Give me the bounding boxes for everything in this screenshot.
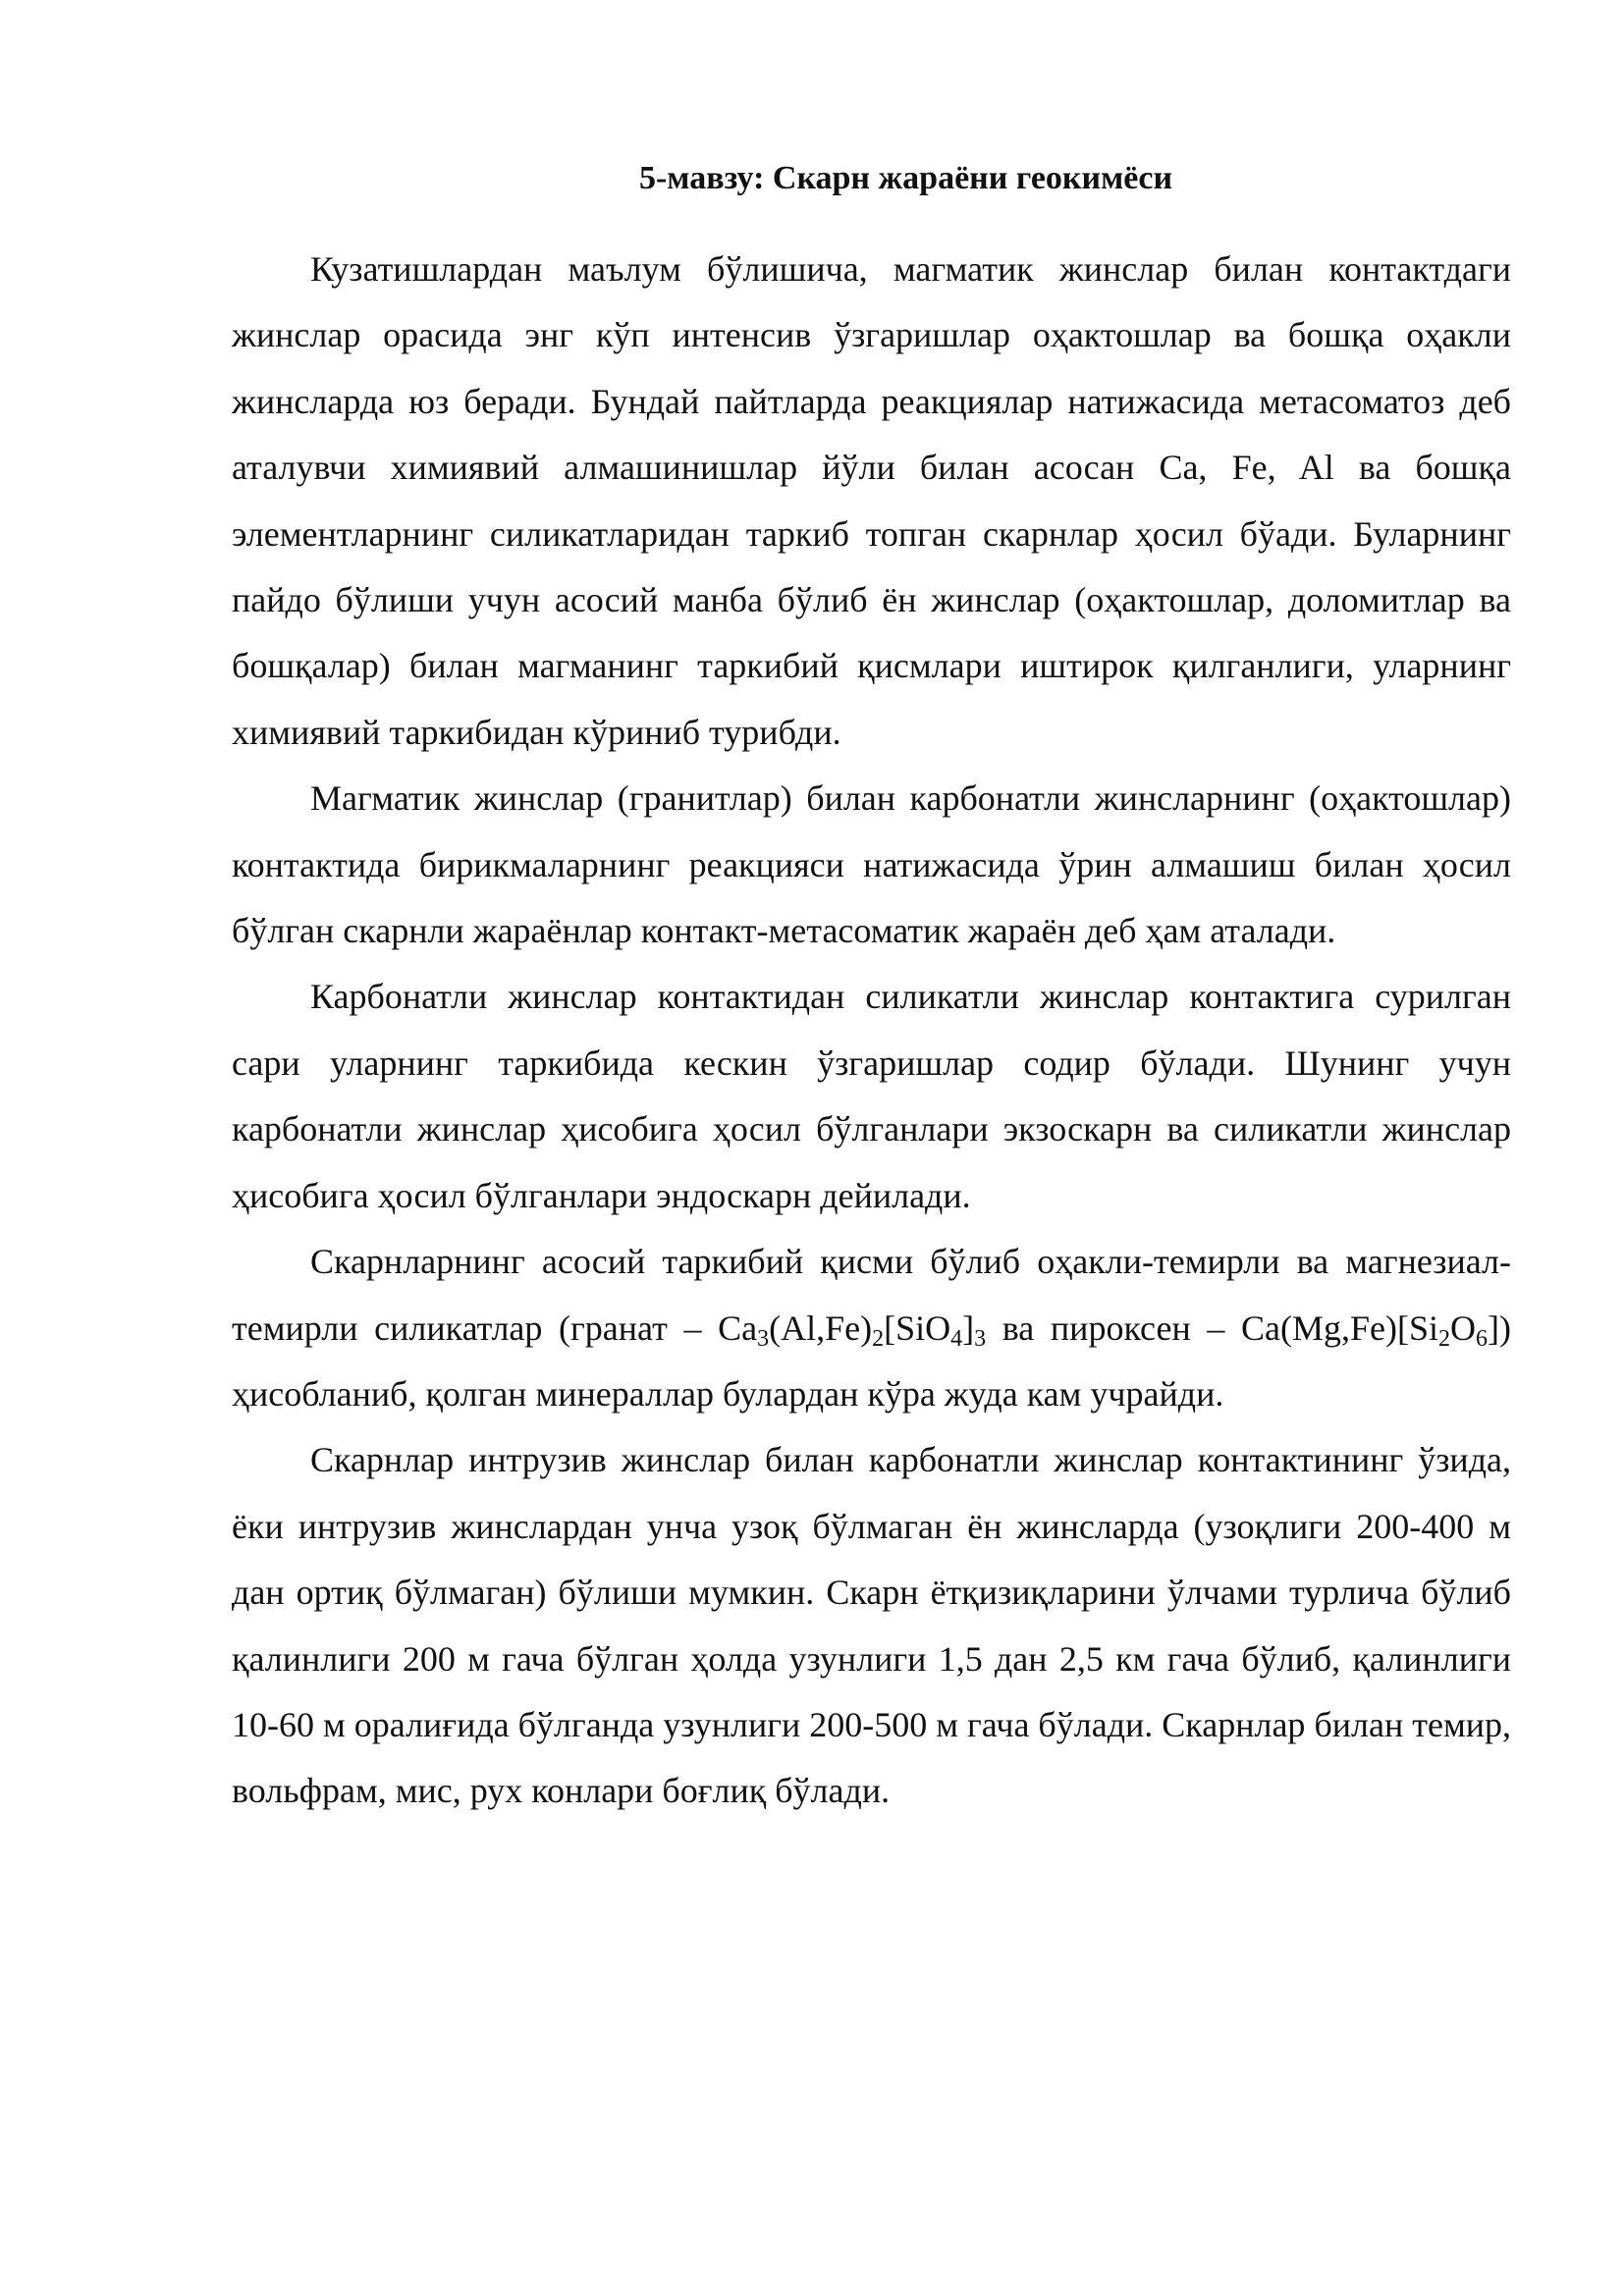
paragraph-4 (232, 1229, 1511, 1427)
paragraph-4-text-before: Скарнларнинг асосий таркибий қисми бўлиб оҳакли-темирли ва магнезиал-темирли силикатлар (гранат – (232, 1242, 1511, 1348)
paragraph-4-text-middle: ва пироксен – (986, 1308, 1241, 1348)
document-body (232, 237, 1511, 1825)
paragraph-2: Магматик жинслар (гранитлар) билан карбонатли жинсларнинг (оҳактошлар) контактида бирикмаларнинг реакцияси натижасида ўрин алмашиш билан ҳосил бўлган скарнли жараёнлар контакт-метасоматик жараён деб ҳам аталади. (232, 778, 1511, 951)
paragraph-1: Кузатишлардан маълум бўлишича, магматик жинслар билан контактдаги жинслар орасида энг кўп интенсив ўзгаришлар оҳактошлар ва бошқа оҳакли жинсларда юз беради. Бундай пайтларда реакциялар натижасида метасоматоз деб аталувчи химиявий алмашинишлар йўли билан асосан Ca, Fe, Al ва бошқа элементларнинг силикатларидан таркиб топган скарнлар ҳосил бўади. Буларнинг пайдо бўлиши учун асосий манба бўлиб ён жинслар (оҳактошлар, доломитлар ва бошқалар) билан магманинг таркибий қисмлари иштирок қилганлиги, уларнинг химиявий таркибидан кўриниб турибди. (232, 249, 1511, 752)
pyroxene-formula: $Ca(Mg,Fe)[Si_2O_6]$ (1241, 1308, 1499, 1352)
paragraph-3: Карбонатли жинслар контактидан силикатли жинслар контактига сурилган сари уларнинг таркибида кескин ўзгаришлар содир бўлади. Шунинг учун карбонатли жинслар ҳисобига ҳосил бўлганлари экзоскарн ва силикатли жинслар ҳисобига ҳосил бўлганлари эндоскарн дейилади. (232, 977, 1511, 1215)
page-title: 5-мавзу: Скарн жараёни геокимёси (638, 160, 1173, 196)
paragraph-4-text-after: ) ҳисобланиб, қолган минераллар булардан кўра жуда кам учрайди. (232, 1308, 1511, 1414)
paragraph-5: Скарнлар интрузив жинслар билан карбонатли жинслар контактининг ўзида, ёки интрузив жинслардан унча узоқ бўлмаган ён жинсларда (узоқлиги 200-400 м дан ортиқ бўлмаган) бўлиши мумкин. Скарн ётқизиқларини ўлчами турлича бўлиб қалинлиги 200 м гача бўлган ҳолда узунлиги 1,5 дан 2,5 км гача бўлиб, қалинлиги 10-60 м оралиғида бўлганда узунлиги 200-500 м гача бўлади. Скарнлар билан темир, вольфрам, мис, рух конлари боғлиқ бўлади. (232, 1440, 1511, 1811)
garnet-formula: $Ca_3(Al,Fe)_2[SiO_4]_3$ (718, 1308, 987, 1352)
